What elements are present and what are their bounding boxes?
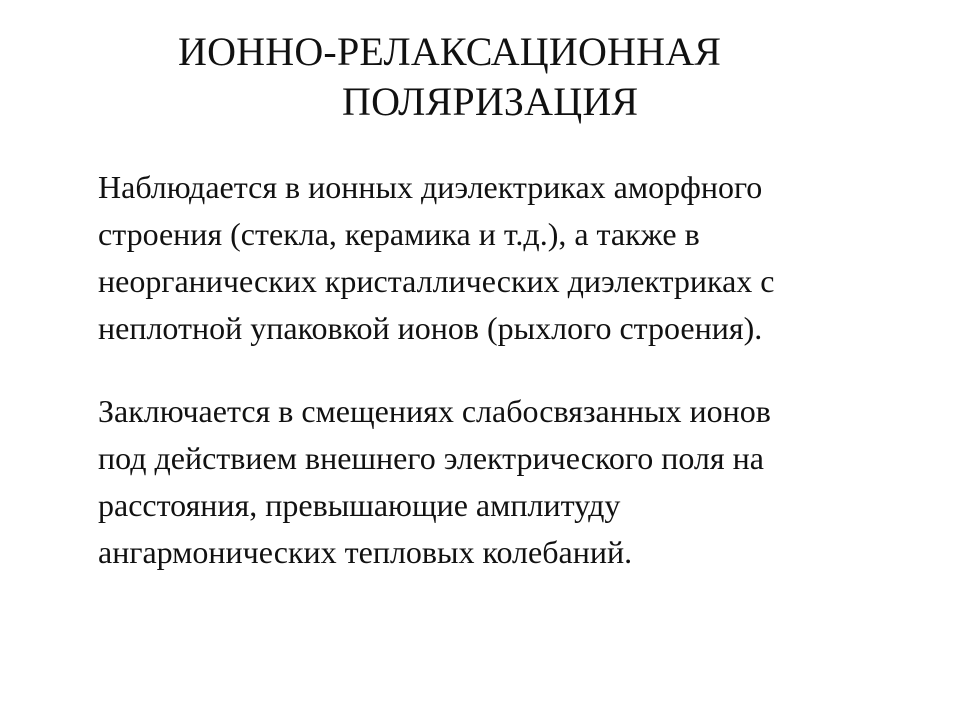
paragraph-occurrence [98,164,918,352]
paragraph-line: ангармонических тепловых колебаний. [98,534,633,570]
paragraph-line: Наблюдается в ионных диэлектриках аморфного [98,169,763,205]
paragraph-line: Заключается в смещениях слабосвязанных ионов [98,393,771,429]
paragraph-line: под действием внешнего электрического поля на [98,440,764,476]
paragraph-line: строения (стекла, керамика и т.д.), а также в [98,216,700,252]
slide-title-line-1: ИОННО-РЕЛАКСАЦИОННАЯ [178,29,722,74]
paragraph-line: расстояния, превышающие амплитуду [98,487,621,523]
paragraph-mechanism [98,388,918,576]
slide-title-line-2: ПОЛЯРИЗАЦИЯ [342,79,639,124]
paragraph-line: неорганических кристаллических диэлектриках с [98,263,775,299]
paragraph-line: неплотной упаковкой ионов (рыхлого строения). [98,310,763,346]
